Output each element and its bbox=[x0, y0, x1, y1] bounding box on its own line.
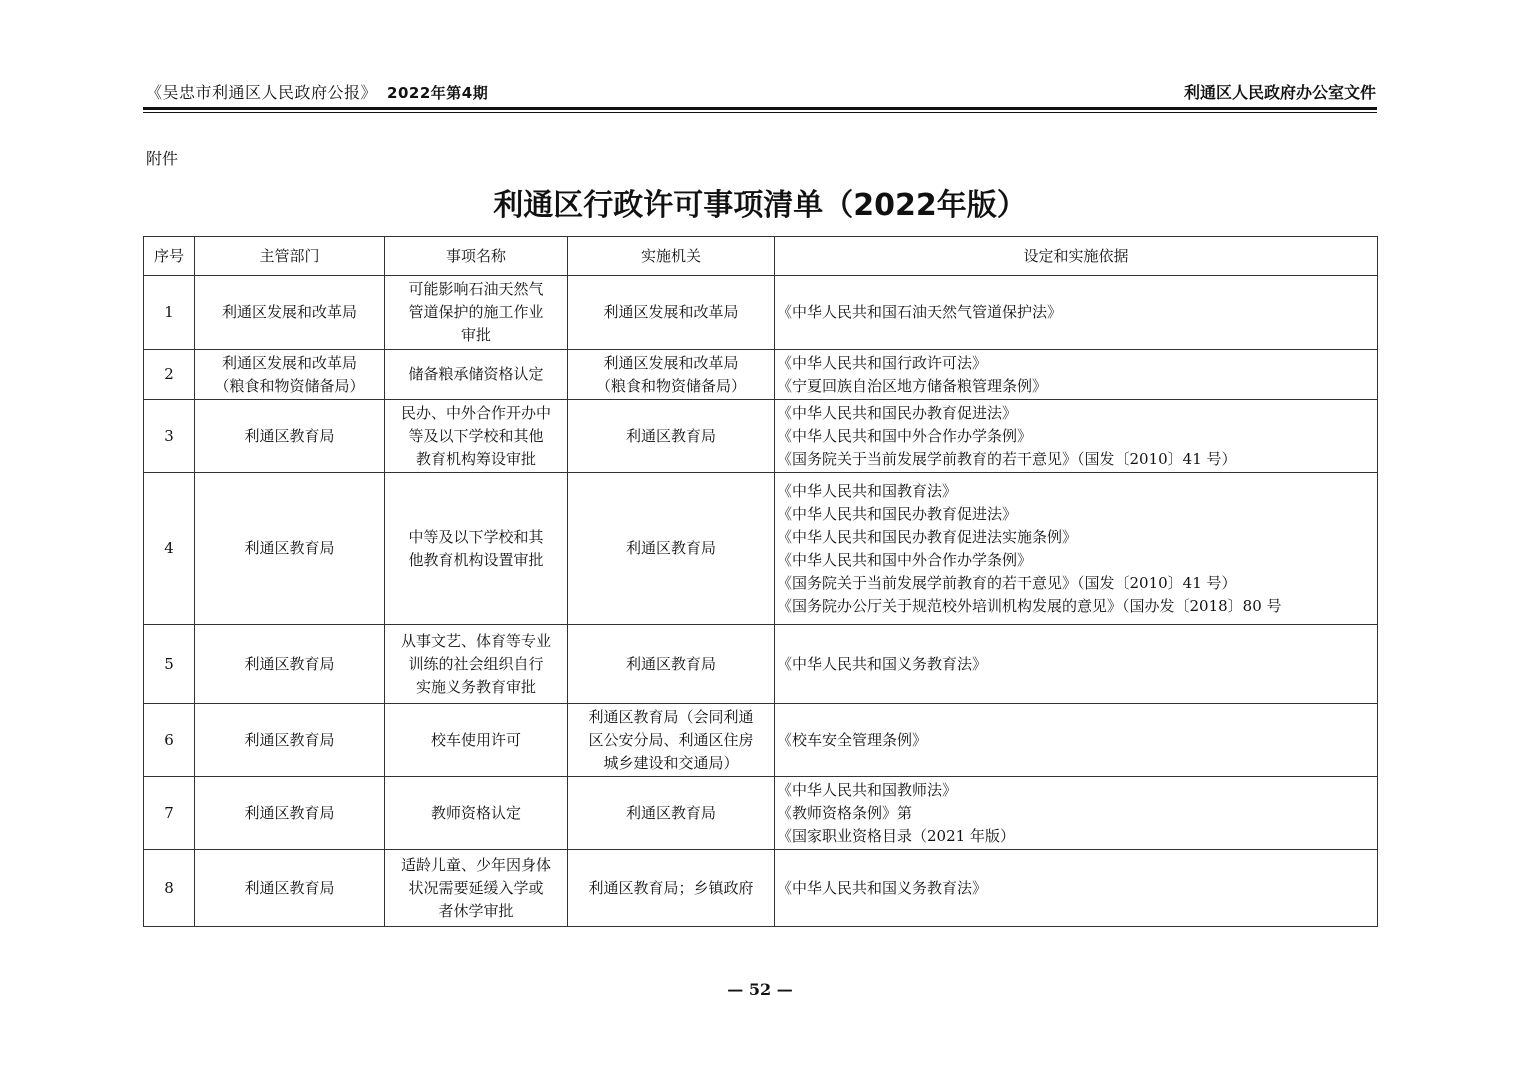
cell-item-line: 从事文艺、体育等专业 bbox=[400, 631, 551, 650]
cell-basis-line: 《中华人民共和国义务教育法》 bbox=[777, 878, 988, 897]
cell-item-line: 适龄儿童、少年因身体 bbox=[400, 855, 551, 874]
cell-no: 8 bbox=[144, 850, 195, 927]
col-header-basis: 设定和实施依据 bbox=[775, 237, 1378, 276]
table-row bbox=[144, 350, 1378, 400]
table-row bbox=[144, 473, 1378, 625]
cell-no: 2 bbox=[144, 350, 195, 400]
cell-basis-line: 《中华人民共和国民办教育促进法》 bbox=[777, 403, 1018, 422]
cell-dept-line: 利通区教育局 bbox=[244, 730, 335, 749]
cell-agency-line: （粮食和物资储备局） bbox=[595, 376, 746, 395]
cell-basis-line: 《教师资格条例》第 bbox=[777, 803, 913, 822]
cell-dept bbox=[195, 276, 385, 350]
cell-no: 1 bbox=[144, 276, 195, 350]
table-row bbox=[144, 400, 1378, 473]
cell-item-line: 他教育机构设置审批 bbox=[408, 550, 544, 569]
cell-item-line: 民办、中外合作开办中 bbox=[400, 403, 551, 422]
header-rule-thick bbox=[143, 107, 1377, 110]
cell-basis-line: 《中华人民共和国义务教育法》 bbox=[777, 654, 988, 673]
table-row bbox=[144, 625, 1378, 704]
cell-basis bbox=[775, 400, 1378, 473]
cell-basis-line: 《国务院关于当前发展学前教育的若干意见》（国发〔2010〕41 号） bbox=[777, 573, 1237, 592]
cell-item bbox=[385, 400, 568, 473]
cell-basis bbox=[775, 276, 1378, 350]
cell-basis-line: 《校车安全管理条例》 bbox=[777, 730, 928, 749]
cell-item-line: 储备粮承储资格认定 bbox=[408, 365, 544, 383]
cell-agency bbox=[568, 276, 775, 350]
cell-item-line: 校车使用许可 bbox=[430, 730, 521, 749]
cell-basis-line: 《中华人民共和国民办教育促进法实施条例》 bbox=[777, 527, 1078, 546]
cell-agency bbox=[568, 850, 775, 927]
page-title: 利通区行政许可事项清单（2022年版） bbox=[493, 188, 1027, 223]
cell-basis-line: 《国家职业资格目录（2021 年版） bbox=[777, 826, 1015, 845]
permit-table bbox=[143, 236, 1378, 927]
cell-item bbox=[385, 350, 568, 400]
cell-dept bbox=[195, 473, 385, 625]
cell-item bbox=[385, 777, 568, 850]
cell-basis-line: 《中华人民共和国行政许可法》 bbox=[777, 353, 988, 372]
table-header-row bbox=[144, 237, 1378, 276]
cell-item bbox=[385, 625, 568, 704]
cell-agency-line: 利通区教育局 bbox=[625, 654, 716, 673]
cell-item-line: 者休学审批 bbox=[438, 901, 514, 920]
cell-agency bbox=[568, 400, 775, 473]
cell-dept-line: 利通区教育局 bbox=[244, 803, 335, 822]
cell-basis-line: 《中华人民共和国中外合作办学条例》 bbox=[777, 550, 1033, 569]
cell-basis-line: 《中华人民共和国教师法》 bbox=[777, 780, 958, 799]
cell-basis bbox=[775, 704, 1378, 777]
cell-item-line: 审批 bbox=[460, 326, 491, 344]
cell-basis-line: 《中华人民共和国中外合作办学条例》 bbox=[777, 426, 1033, 445]
journal-name: 《吴忠市利通区人民政府公报》 bbox=[146, 83, 378, 102]
cell-agency bbox=[568, 625, 775, 704]
cell-basis bbox=[775, 777, 1378, 850]
cell-dept bbox=[195, 777, 385, 850]
cell-dept-line: 利通区发展和改革局 bbox=[221, 353, 357, 372]
col-header-item: 事项名称 bbox=[385, 237, 568, 276]
cell-item-line: 等及以下学校和其他 bbox=[408, 426, 544, 445]
table-row bbox=[144, 276, 1378, 350]
cell-agency bbox=[568, 777, 775, 850]
cell-dept bbox=[195, 704, 385, 777]
table-body bbox=[144, 276, 1378, 927]
page-number: — 52 — bbox=[727, 980, 793, 999]
cell-agency-line: 利通区教育局；乡镇政府 bbox=[588, 878, 754, 897]
cell-dept-line: 利通区教育局 bbox=[244, 539, 335, 557]
cell-basis-line: 《中华人民共和国石油天然气管道保护法》 bbox=[777, 303, 1063, 321]
cell-dept-line: （粮食和物资储备局） bbox=[214, 376, 365, 395]
cell-agency-line: 利通区教育局（会同利通 bbox=[588, 707, 754, 726]
cell-agency-line: 城乡建设和交通局） bbox=[603, 753, 739, 772]
table-row bbox=[144, 704, 1378, 777]
cell-item-line: 状况需要延缓入学或 bbox=[408, 878, 544, 897]
cell-basis bbox=[775, 850, 1378, 927]
cell-dept-line: 利通区教育局 bbox=[244, 426, 335, 445]
cell-no: 7 bbox=[144, 777, 195, 850]
cell-agency-line: 利通区发展和改革局 bbox=[603, 353, 739, 372]
cell-item-line: 教师资格认定 bbox=[430, 803, 521, 822]
cell-agency bbox=[568, 704, 775, 777]
cell-item bbox=[385, 850, 568, 927]
cell-dept bbox=[195, 625, 385, 704]
cell-agency-line: 利通区教育局 bbox=[625, 426, 716, 445]
cell-dept-line: 利通区教育局 bbox=[244, 878, 335, 897]
cell-no: 4 bbox=[144, 473, 195, 625]
col-header-dept: 主管部门 bbox=[195, 237, 385, 276]
cell-item-line: 管道保护的施工作业 bbox=[408, 303, 544, 321]
cell-item-line: 实施义务教育审批 bbox=[415, 677, 536, 696]
cell-item-line: 中等及以下学校和其 bbox=[408, 527, 544, 546]
cell-basis bbox=[775, 350, 1378, 400]
cell-item-line: 可能影响石油天然气 bbox=[408, 280, 544, 298]
cell-basis bbox=[775, 625, 1378, 704]
table-row bbox=[144, 777, 1378, 850]
col-header-no: 序号 bbox=[144, 237, 195, 276]
cell-basis bbox=[775, 473, 1378, 625]
cell-dept bbox=[195, 350, 385, 400]
cell-item bbox=[385, 276, 568, 350]
cell-agency-line: 利通区教育局 bbox=[625, 539, 716, 557]
cell-dept-line: 利通区教育局 bbox=[244, 654, 335, 673]
cell-agency-line: 利通区教育局 bbox=[625, 803, 716, 822]
cell-item-line: 教育机构筹设审批 bbox=[415, 449, 536, 468]
cell-agency-line: 利通区发展和改革局 bbox=[603, 303, 739, 321]
cell-item bbox=[385, 704, 568, 777]
table-row bbox=[144, 850, 1378, 927]
cell-item-line: 训练的社会组织自行 bbox=[408, 654, 544, 673]
office-label: 利通区人民政府办公室文件 bbox=[1183, 83, 1376, 102]
cell-item bbox=[385, 473, 568, 625]
cell-agency-line: 区公安分局、利通区住房 bbox=[588, 730, 754, 749]
issue-number: 2022年第4期 bbox=[387, 84, 489, 102]
cell-dept bbox=[195, 850, 385, 927]
cell-basis-line: 《中华人民共和国教育法》 bbox=[777, 481, 958, 500]
cell-dept-line: 利通区发展和改革局 bbox=[221, 303, 357, 321]
header-rule-thin bbox=[143, 112, 1377, 113]
cell-basis-line: 《国务院办公厅关于规范校外培训机构发展的意见》（国办发〔2018〕80 号 bbox=[777, 596, 1282, 615]
cell-agency bbox=[568, 350, 775, 400]
cell-no: 6 bbox=[144, 704, 195, 777]
journal-header bbox=[146, 80, 488, 103]
cell-agency bbox=[568, 473, 775, 625]
cell-basis-line: 《国务院关于当前发展学前教育的若干意见》（国发〔2010〕41 号） bbox=[777, 449, 1237, 468]
cell-basis-line: 《中华人民共和国民办教育促进法》 bbox=[777, 504, 1018, 523]
attachment-label: 附件 bbox=[146, 149, 179, 168]
cell-no: 3 bbox=[144, 400, 195, 473]
cell-basis-line: 《宁夏回族自治区地方储备粮管理条例》 bbox=[777, 376, 1048, 395]
col-header-agency: 实施机关 bbox=[568, 237, 775, 276]
cell-dept bbox=[195, 400, 385, 473]
cell-no: 5 bbox=[144, 625, 195, 704]
